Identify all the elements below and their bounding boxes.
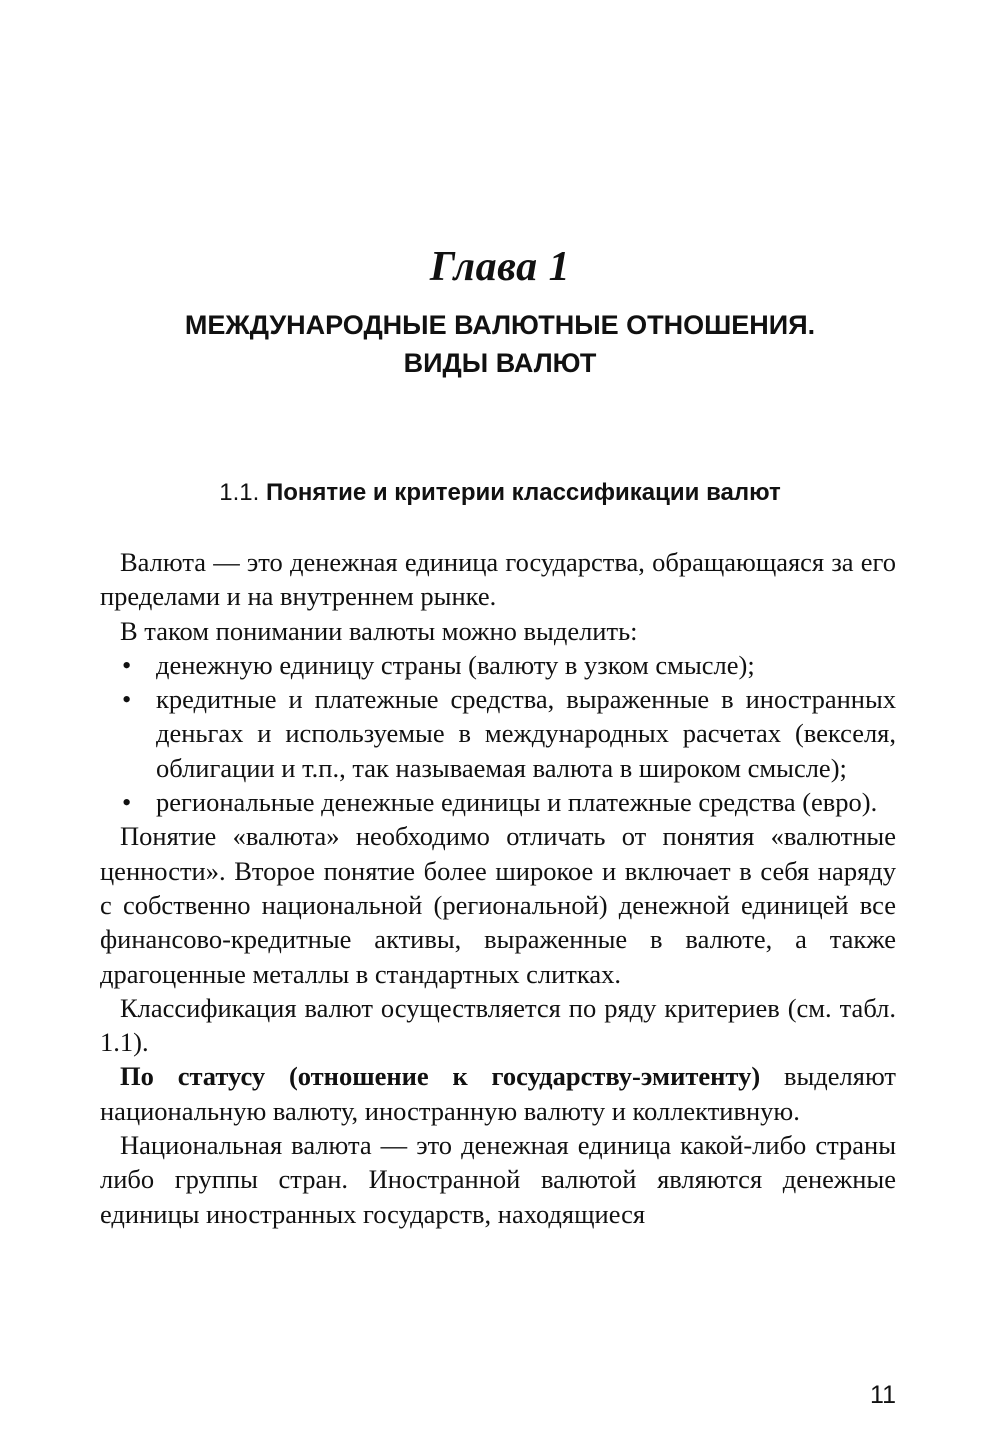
bullet-icon: •	[122, 787, 132, 818]
list-item-text: денежную единицу страны (валюту в узком смысле);	[156, 649, 755, 680]
chapter-subtitle	[0, 306, 1000, 382]
criterion-bold-text: По статусу (отношение к государству-эмитенту)	[120, 1061, 761, 1092]
paragraph-national-currency: Национальная валюта — это денежная единица какой-либо страны либо группы стран. Иностранной валютой являются денежные единицы иностранных государств, находящиеся	[100, 1130, 896, 1229]
list-item	[100, 648, 896, 682]
paragraph-currency-definition: Валюта — это денежная единица государства, обращающаяся за его пределами и на внутреннем рынке.	[100, 547, 896, 612]
page-number: 11	[870, 1381, 896, 1409]
paragraph-currency-values: Понятие «валюта» необходимо отличать от понятия «валютные ценности». Второе понятие более широкое и включает в себя наряду с собственно национальной (региональной) денежной единицей все финансово-кредитные активы, выраженные в валюте, а также драгоценные металлы в стандартных слитках.	[100, 821, 896, 989]
bullet-icon: •	[122, 649, 132, 680]
section-heading	[0, 476, 1000, 510]
paragraph-list-intro: В таком понимании валюты можно выделить:	[120, 615, 638, 646]
bullet-icon: •	[122, 684, 132, 715]
paragraph-classification: Классификация валют осуществляется по ряду критериев (см. табл. 1.1).	[100, 992, 896, 1058]
chapter-title: Глава 1	[429, 244, 571, 290]
section-number: 1.1.	[219, 479, 260, 506]
chapter-subtitle-line-2: ВИДЫ ВАЛЮТ	[403, 348, 597, 378]
paragraph-status-criterion	[100, 1059, 896, 1128]
body-text	[100, 545, 896, 1231]
list-item-text: региональные денежные единицы и платежные средства (евро).	[156, 787, 878, 818]
bullet-list	[100, 648, 896, 819]
section-title: Понятие и критерии классификации валют	[265, 479, 781, 506]
chapter-subtitle-line-1: МЕЖДУНАРОДНЫЕ ВАЛЮТНЫЕ ОТНОШЕНИЯ.	[184, 310, 816, 340]
list-item	[100, 682, 896, 785]
list-item	[100, 785, 896, 819]
list-item-text: кредитные и платежные средства, выраженные в иностранных деньгах и используемые в международных расчетах (векселя, облигации и т.п., так называемая валюта в широком смысле);	[156, 684, 896, 783]
criterion-rest-text: выделяют национальную валюту, иностранную валюту и коллективную.	[100, 1061, 896, 1126]
